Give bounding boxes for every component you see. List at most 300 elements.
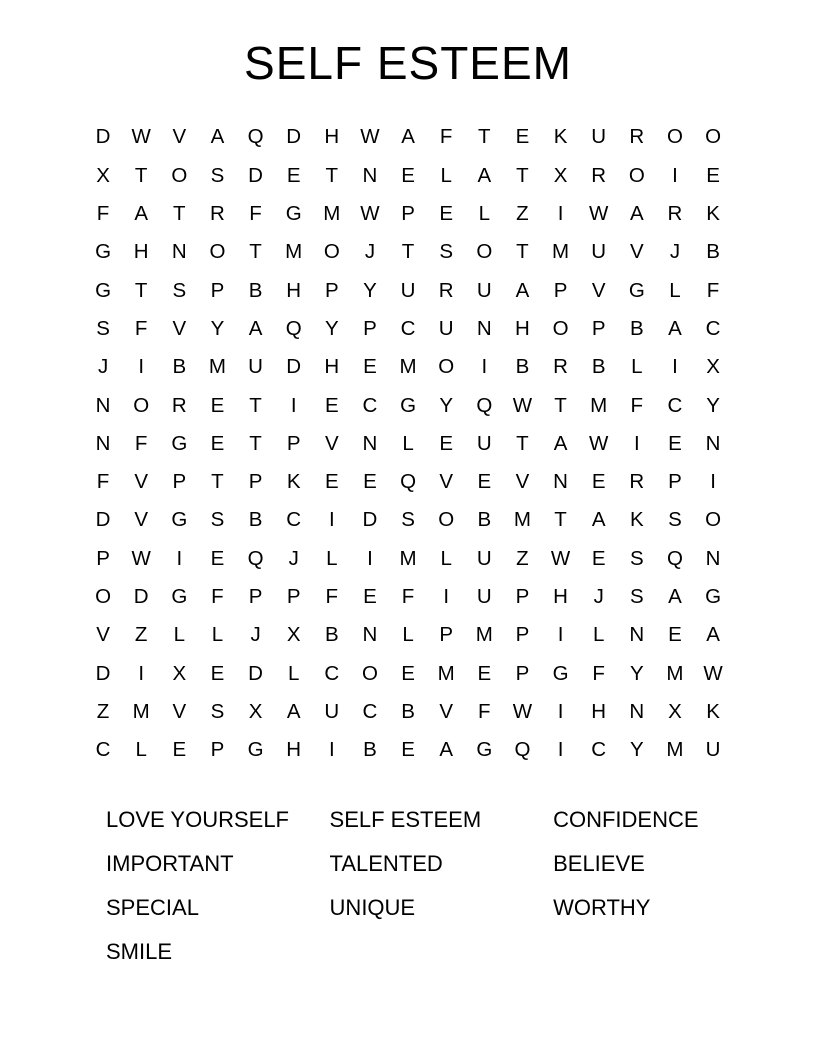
grid-cell: O	[705, 508, 722, 532]
grid-cell: B	[629, 316, 644, 340]
grid-cell: Y	[629, 738, 644, 762]
grid-cell: F	[211, 585, 224, 609]
grid-cell: I	[367, 546, 373, 570]
grid-cell: M	[437, 661, 455, 685]
grid-cell: O	[323, 240, 340, 264]
grid-cell: A	[591, 508, 606, 532]
grid-cell: X	[553, 163, 568, 187]
grid-cell: I	[443, 585, 450, 609]
grid-cell: I	[138, 355, 145, 379]
grid-cell: B	[515, 355, 530, 379]
grid-cell: Y	[210, 316, 225, 340]
grid-cell: N	[553, 470, 568, 494]
grid-cell: M	[399, 355, 417, 379]
grid-cell: B	[248, 278, 263, 302]
grid-cell: O	[628, 163, 645, 187]
grid-cell: W	[131, 125, 151, 149]
grid-cell: S	[668, 508, 682, 532]
grid-cell: L	[440, 546, 452, 570]
grid-cell: B	[172, 355, 187, 379]
grid-cell: M	[666, 738, 684, 762]
grid-cell: A	[629, 202, 644, 226]
grid-cell: P	[515, 585, 530, 609]
grid-cell: J	[288, 546, 299, 570]
grid-cell: L	[669, 278, 681, 302]
grid-cell: I	[328, 508, 335, 532]
grid-cell: H	[324, 125, 340, 149]
grid-cell: S	[96, 316, 110, 340]
grid-cell: X	[96, 163, 110, 187]
grid-cell: J	[97, 355, 109, 379]
grid-row	[84, 425, 732, 463]
grid-row	[84, 119, 732, 157]
grid-cell: K	[706, 699, 720, 723]
word-list-item: WORTHY	[553, 894, 651, 920]
grid-cell: U	[248, 355, 263, 379]
grid-cell: F	[478, 699, 491, 723]
grid-cell: T	[516, 163, 529, 187]
grid-cell: L	[440, 163, 452, 187]
grid-cell: B	[591, 355, 606, 379]
grid-cell: V	[134, 470, 149, 494]
grid-cell: R	[629, 125, 645, 149]
grid-cell: K	[553, 125, 568, 149]
grid-cell: E	[210, 393, 225, 417]
grid-cell: F	[630, 393, 644, 417]
grid-cell: F	[249, 202, 262, 226]
grid-cell: E	[363, 585, 377, 609]
grid-cell: P	[401, 202, 415, 226]
grid-cell: I	[633, 431, 640, 455]
grid-cell: T	[173, 202, 186, 226]
grid-cell: F	[325, 585, 339, 609]
grid-cell: V	[591, 278, 606, 302]
grid-cell: H	[286, 278, 302, 302]
grid-cell: F	[439, 125, 453, 149]
grid-cell: F	[401, 585, 415, 609]
grid-cell: G	[400, 393, 417, 417]
letter-grid	[84, 119, 732, 770]
grid-cell: S	[210, 508, 225, 532]
grid-cell: E	[401, 738, 415, 762]
grid-cell: E	[477, 470, 492, 494]
grid-cell: U	[591, 240, 607, 264]
grid-cell: V	[629, 240, 644, 264]
grid-cell: O	[705, 125, 722, 149]
grid-cell: E	[210, 546, 225, 570]
grid-cell: Q	[514, 738, 531, 762]
grid-cell: E	[439, 202, 454, 226]
word-list-item: SMILE	[106, 938, 173, 964]
grid-cell: I	[557, 202, 564, 226]
grid-cell: H	[324, 355, 340, 379]
grid-cell: Z	[516, 546, 529, 570]
grid-cell: R	[438, 278, 454, 302]
grid-cell: K	[706, 202, 720, 226]
word-list-column-3	[553, 798, 758, 974]
grid-cell: E	[515, 125, 530, 149]
grid-cell: L	[135, 738, 147, 762]
grid-cell: E	[286, 163, 301, 187]
grid-cell: F	[96, 470, 110, 494]
grid-cell: M	[208, 355, 226, 379]
grid-cell: F	[134, 431, 148, 455]
grid-cell: A	[668, 316, 682, 340]
grid-cell: B	[363, 738, 377, 762]
grid-cell: Y	[363, 278, 377, 302]
grid-cell: V	[172, 125, 187, 149]
grid-row	[84, 731, 732, 769]
grid-cell: T	[134, 163, 148, 187]
grid-cell: G	[552, 661, 569, 685]
grid-cell: U	[400, 278, 416, 302]
grid-cell: A	[210, 125, 225, 149]
grid-cell: A	[134, 202, 149, 226]
grid-cell: Y	[324, 316, 339, 340]
grid-cell: G	[476, 738, 493, 762]
grid-cell: N	[705, 546, 721, 570]
grid-cell: G	[171, 508, 188, 532]
grid-cell: T	[516, 240, 529, 264]
grid-cell: E	[401, 163, 415, 187]
grid-cell: D	[95, 125, 111, 149]
grid-cell: Z	[96, 699, 110, 723]
grid-cell: J	[364, 240, 376, 264]
grid-cell: X	[286, 623, 301, 647]
grid-cell: U	[476, 431, 492, 455]
grid-cell: Q	[247, 125, 264, 149]
grid-cell: F	[134, 316, 148, 340]
grid-cell: O	[361, 661, 378, 685]
grid-cell: L	[402, 431, 414, 455]
grid-cell: T	[554, 508, 567, 532]
grid-cell: O	[476, 240, 493, 264]
grid-cell: G	[285, 202, 302, 226]
grid-cell: Q	[476, 393, 493, 417]
grid-cell: H	[553, 585, 568, 609]
grid-cell: G	[171, 431, 188, 455]
grid-cell: N	[629, 623, 645, 647]
grid-cell: U	[438, 316, 454, 340]
grid-cell: E	[401, 661, 415, 685]
grid-cell: U	[476, 278, 492, 302]
grid-cell: F	[706, 278, 720, 302]
grid-cell: H	[286, 738, 302, 762]
grid-cell: I	[176, 546, 183, 570]
grid-cell: P	[439, 623, 454, 647]
grid-row	[84, 540, 732, 578]
grid-cell: I	[557, 738, 564, 762]
page-title: SELF ESTEEM	[244, 37, 572, 89]
grid-cell: E	[591, 546, 606, 570]
word-list-item: SELF ESTEEM	[329, 806, 482, 832]
grid-cell: O	[438, 355, 455, 379]
grid-cell: D	[248, 661, 263, 685]
grid-row	[84, 195, 732, 233]
grid-cell: I	[672, 355, 678, 379]
grid-cell: W	[512, 393, 533, 417]
grid-cell: K	[629, 508, 644, 532]
grid-cell: P	[553, 278, 568, 302]
grid-cell: R	[171, 393, 187, 417]
grid-cell: A	[439, 738, 454, 762]
grid-cell: R	[629, 470, 645, 494]
grid-cell: N	[629, 699, 645, 723]
grid-row	[84, 502, 732, 540]
grid-cell: A	[706, 623, 720, 647]
grid-cell: A	[515, 278, 530, 302]
grid-cell: D	[248, 163, 263, 187]
grid-cell: Q	[247, 546, 264, 570]
grid-cell: Q	[666, 546, 683, 570]
grid-cell: D	[95, 508, 111, 532]
grid-cell: O	[666, 125, 683, 149]
grid-cell: E	[477, 661, 492, 685]
grid-row	[84, 578, 732, 616]
grid-cell: Q	[285, 316, 302, 340]
grid-cell: L	[211, 623, 224, 647]
grid-row	[84, 233, 732, 271]
grid-cell: M	[132, 699, 150, 723]
grid-cell: N	[362, 431, 378, 455]
grid-cell: C	[667, 393, 683, 417]
grid-cell: C	[324, 661, 340, 685]
grid-cell: L	[173, 623, 186, 647]
grid-cell: F	[96, 202, 110, 226]
grid-cell: E	[172, 738, 187, 762]
grid-cell: Y	[629, 661, 644, 685]
grid-cell: P	[324, 278, 339, 302]
grid-cell: I	[481, 355, 488, 379]
grid-row	[84, 655, 732, 693]
grid-cell: O	[133, 393, 150, 417]
grid-cell: E	[324, 393, 339, 417]
grid-cell: I	[557, 699, 564, 723]
grid-cell: O	[552, 316, 569, 340]
grid-row	[84, 157, 732, 195]
grid-cell: P	[210, 738, 225, 762]
grid-cell: N	[171, 240, 187, 264]
grid-cell: Z	[516, 202, 529, 226]
grid-cell: L	[326, 546, 338, 570]
grid-cell: W	[589, 431, 609, 455]
grid-cell: X	[172, 661, 187, 685]
grid-cell: E	[439, 431, 454, 455]
grid-cell: L	[402, 623, 414, 647]
grid-cell: S	[210, 699, 225, 723]
grid-cell: M	[399, 546, 417, 570]
grid-cell: R	[553, 355, 568, 379]
grid-cell: W	[131, 546, 151, 570]
grid-cell: W	[703, 661, 723, 685]
grid-cell: T	[249, 240, 262, 264]
grid-cell: S	[629, 546, 644, 570]
grid-cell: T	[249, 431, 262, 455]
grid-cell: K	[286, 470, 301, 494]
grid-cell: W	[550, 546, 571, 570]
grid-cell: C	[591, 738, 607, 762]
grid-cell: I	[672, 163, 678, 187]
grid-row	[84, 272, 732, 310]
grid-cell: W	[360, 125, 380, 149]
grid-cell: N	[95, 431, 111, 455]
grid-cell: O	[171, 163, 188, 187]
grid-cell: I	[710, 470, 716, 494]
grid-cell: J	[593, 585, 604, 609]
grid-cell: P	[210, 278, 225, 302]
grid-cell: R	[591, 163, 607, 187]
grid-cell: V	[96, 623, 110, 647]
word-list-column-1	[106, 798, 330, 974]
grid-cell: A	[401, 125, 415, 149]
grid-cell: U	[591, 125, 607, 149]
grid-cell: A	[477, 163, 492, 187]
grid-cell: W	[512, 699, 533, 723]
grid-cell: U	[324, 699, 340, 723]
grid-cell: X	[706, 355, 720, 379]
grid-cell: E	[668, 431, 682, 455]
grid-cell: M	[285, 240, 303, 264]
grid-cell: S	[172, 278, 187, 302]
grid-cell: V	[439, 470, 454, 494]
word-list-item: UNIQUE	[329, 894, 416, 920]
grid-cell: P	[248, 585, 263, 609]
grid-cell: J	[669, 240, 681, 264]
grid-cell: O	[209, 240, 226, 264]
grid-cell: L	[287, 661, 300, 685]
grid-cell: P	[591, 316, 606, 340]
grid-cell: E	[210, 661, 225, 685]
word-list-item: BELIEVE	[553, 850, 645, 876]
grid-cell: E	[210, 431, 225, 455]
grid-cell: G	[247, 738, 264, 762]
grid-cell: E	[363, 355, 377, 379]
word-list	[58, 798, 758, 974]
grid-cell: R	[210, 202, 225, 226]
grid-cell: M	[552, 240, 570, 264]
grid-cell: L	[592, 623, 605, 647]
grid-cell: Y	[439, 393, 454, 417]
grid-cell: N	[362, 163, 378, 187]
grid-cell: B	[477, 508, 492, 532]
grid-cell: D	[95, 661, 111, 685]
grid-cell: Z	[134, 623, 148, 647]
grid-cell: V	[172, 316, 187, 340]
grid-cell: Y	[706, 393, 720, 417]
grid-cell: M	[513, 508, 531, 532]
grid-cell: S	[629, 585, 644, 609]
grid-cell: P	[172, 470, 187, 494]
grid-cell: C	[95, 738, 111, 762]
grid-cell: R	[667, 202, 683, 226]
grid-cell: A	[286, 699, 301, 723]
grid-cell: G	[171, 585, 188, 609]
grid-cell: V	[515, 470, 530, 494]
grid-cell: B	[248, 508, 263, 532]
grid-cell: I	[328, 738, 335, 762]
grid-cell: G	[95, 240, 112, 264]
grid-cell: C	[362, 699, 378, 723]
grid-cell: D	[286, 355, 302, 379]
grid-cell: P	[515, 661, 530, 685]
grid-cell: T	[554, 393, 567, 417]
grid-cell: T	[134, 278, 148, 302]
grid-cell: E	[706, 163, 720, 187]
grid-cell: X	[668, 699, 682, 723]
grid-cell: T	[325, 163, 339, 187]
grid-row	[84, 387, 732, 425]
grid-cell: M	[666, 661, 684, 685]
grid-cell: B	[324, 623, 339, 647]
word-list-column-2	[330, 798, 554, 974]
grid-row	[84, 348, 732, 386]
grid-cell: D	[133, 585, 149, 609]
grid-cell: L	[631, 355, 643, 379]
grid-cell: P	[668, 470, 682, 494]
grid-cell: S	[401, 508, 415, 532]
grid-cell: N	[476, 316, 492, 340]
grid-cell: B	[706, 240, 720, 264]
grid-cell: D	[362, 508, 378, 532]
grid-cell: I	[557, 623, 564, 647]
word-list-item: LOVE YOURSELF	[106, 806, 289, 832]
grid-cell: T	[478, 125, 491, 149]
grid-cell: U	[476, 585, 492, 609]
grid-cell: V	[172, 699, 187, 723]
grid-cell: J	[250, 623, 261, 647]
grid-cell: G	[95, 278, 112, 302]
grid-row	[84, 310, 732, 348]
grid-cell: N	[362, 623, 378, 647]
grid-cell: S	[210, 163, 225, 187]
grid-cell: W	[589, 202, 609, 226]
grid-cell: Q	[400, 470, 417, 494]
grid-cell: F	[592, 661, 605, 685]
grid-row	[84, 616, 732, 654]
grid-cell: M	[323, 202, 341, 226]
grid-cell: M	[590, 393, 608, 417]
grid-cell: I	[290, 393, 297, 417]
grid-cell: T	[249, 393, 262, 417]
grid-cell: P	[515, 623, 530, 647]
grid-cell: O	[438, 508, 455, 532]
grid-cell: M	[475, 623, 493, 647]
grid-cell: H	[591, 699, 607, 723]
grid-cell: P	[96, 546, 110, 570]
grid-cell: E	[668, 623, 682, 647]
grid-cell: T	[211, 470, 224, 494]
grid-cell: E	[363, 470, 377, 494]
grid-cell: S	[439, 240, 454, 264]
grid-cell: V	[439, 699, 454, 723]
grid-row	[84, 693, 732, 731]
grid-cell: T	[401, 240, 415, 264]
grid-cell: U	[476, 546, 492, 570]
grid-cell: A	[553, 431, 568, 455]
grid-cell: N	[705, 431, 721, 455]
word-list-item: CONFIDENCE	[553, 806, 699, 832]
grid-cell: C	[400, 316, 416, 340]
word-list-item: IMPORTANT	[106, 850, 234, 876]
grid-cell: E	[591, 470, 606, 494]
grid-cell: C	[705, 316, 721, 340]
grid-cell: W	[360, 202, 380, 226]
grid-cell: G	[705, 585, 722, 609]
grid-cell: V	[134, 508, 149, 532]
grid-cell: U	[705, 738, 721, 762]
grid-cell: A	[668, 585, 682, 609]
word-list-item: TALENTED	[329, 850, 443, 876]
